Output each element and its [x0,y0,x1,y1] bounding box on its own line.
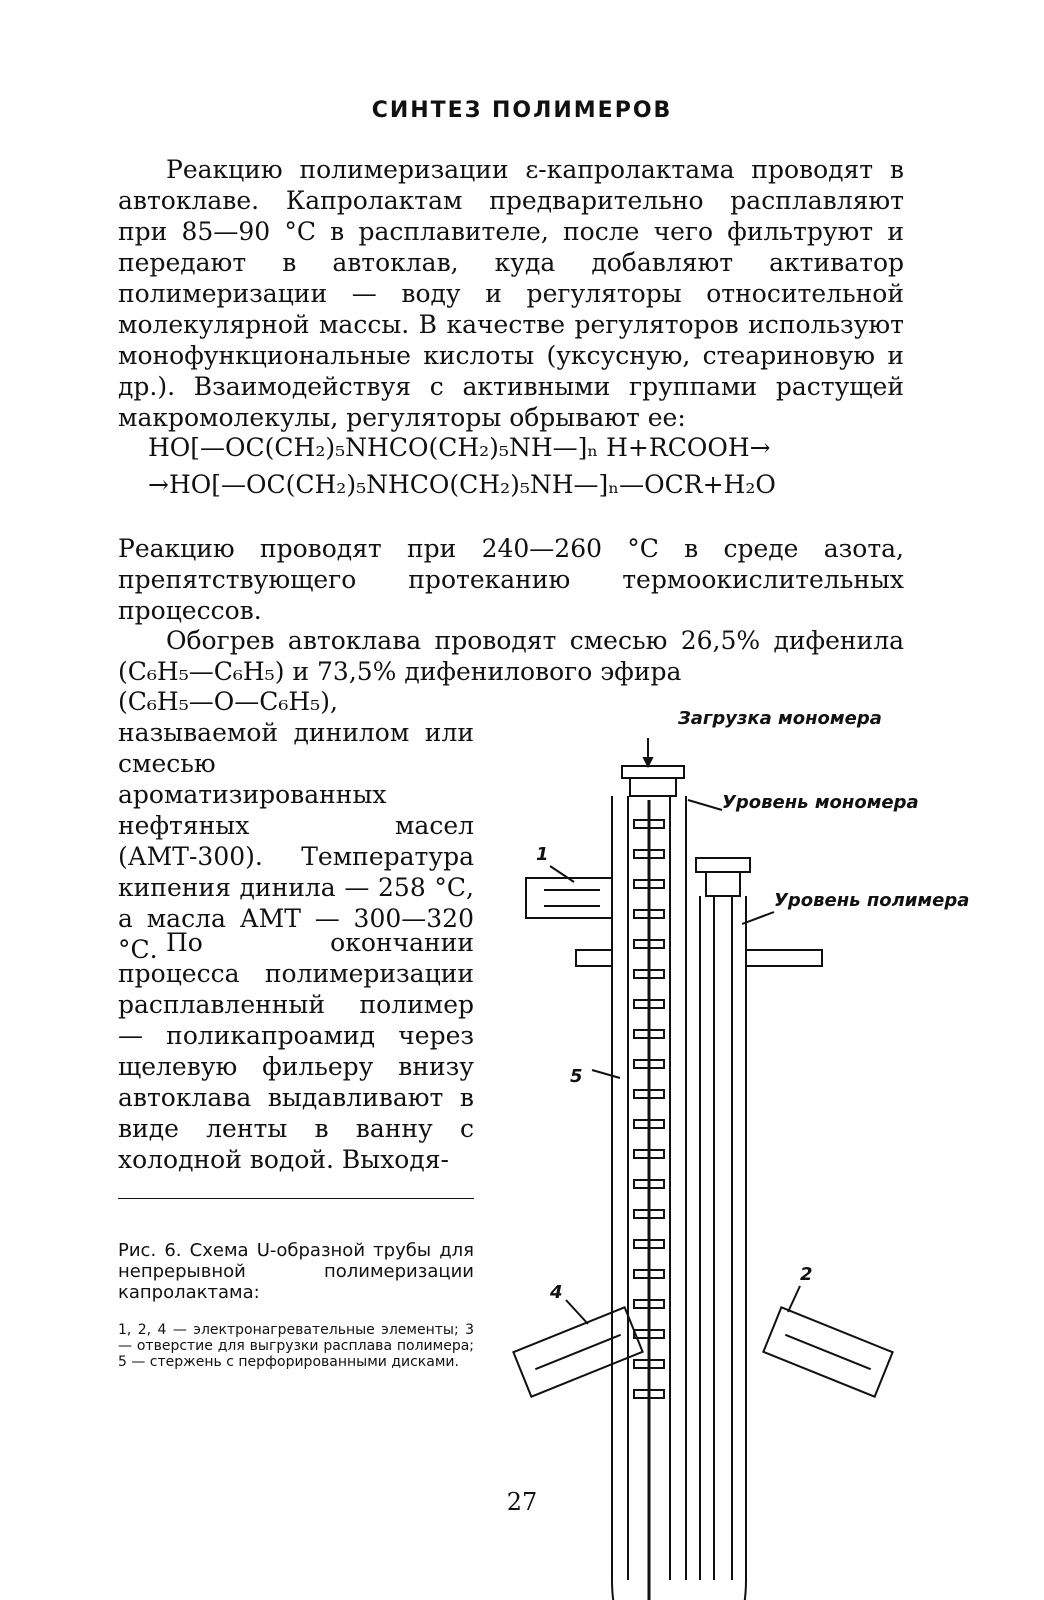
page-number: 27 [506,1488,538,1516]
leader-monomer-level [688,800,722,810]
heater-2 [763,1307,892,1396]
loading-arrow-head [644,758,652,766]
label-5: 5 [570,1066,583,1087]
section-heading: СИНТЕЗ ПОЛИМЕРОВ [371,98,673,123]
heater-1 [526,878,612,918]
left-leg-cap [622,766,684,778]
leader-1 [550,866,574,882]
paragraph-reaction-conditions: Реакцию проводят при 240—260 °С в среде азота, препятствующего протеканию термоокислительных процессов. [118,534,904,625]
u-bend [612,1580,746,1600]
formula-line-2: →HO[—OC(CH₂)₅NHCO(CH₂)₅NH—]ₙ—OCR+H₂O [148,470,776,499]
jacket-flange-left [576,950,612,966]
leader-5 [592,1070,620,1078]
paragraph-extrusion: По окончании процесса полимеризации расплавленный полимер — поликапроамид через щелевую фильеру внизу автоклава выдавливают в виде ленты в ванну с холодной водой. Выходя- [118,928,474,1174]
paragraph-autoclave: Реакцию полимеризации ε-капролактама проводят в автоклаве. Капролактам предварительно расплавляют при 85—90 °С в расплавителе, после чего фильтруют и передают в автоклав, куда добавляют активатор полимеризации — воду и регуляторы относительной молекулярной массы. В качестве регуляторов используют монофункциональные кислоты (уксусную, стеариновую и др.). Взаимодействуя с активными группами растущей макромолекулы, регуляторы обрывают ее: [118,155,904,432]
right-leg-cap [696,858,750,872]
figure-caption: Рис. 6. Схема U-образной трубы для непрерывной полимеризации капролактама: [118,1240,474,1303]
label-polymer-level: Уровень полимера [774,890,970,911]
label-1: 1 [536,844,549,865]
jacket-flange-right [746,950,822,966]
paragraph-heating: Обогрев автоклава проводят смесью 26,5% дифенила (C₆H₅—C₆H₅) и 73,5% дифенилового эфира [118,626,904,686]
label-monomer-level: Уровень мономера [722,792,919,813]
label-2: 2 [800,1264,813,1285]
formula-line-1: HO[—OC(CH₂)₅NHCO(CH₂)₅NH—]ₙ H+RCOOH→ [148,433,771,462]
paragraph-dinil: (C₆H₅—O—C₆H₅), называемой динилом или смесью ароматизированных нефтяных масел (АМТ-300). Температура кипения динила — 258 °С, а масла АМТ — 300—320 °С. [118,687,474,964]
heater-4 [513,1307,642,1396]
u-tube-diagram [488,700,970,1420]
label-loading: Загрузка мономера [678,708,882,729]
left-leg-flange [630,778,676,796]
right-leg-flange [706,872,740,896]
caption-divider [118,1198,474,1199]
leader-2 [788,1286,800,1312]
leader-4 [566,1300,588,1324]
figure-legend: 1, 2, 4 — электронагревательные элементы; 3 — отверстие для выгрузки расплава полимера; 5 — стержень с перфорированными дисками. [118,1322,474,1370]
label-4: 4 [550,1282,563,1303]
